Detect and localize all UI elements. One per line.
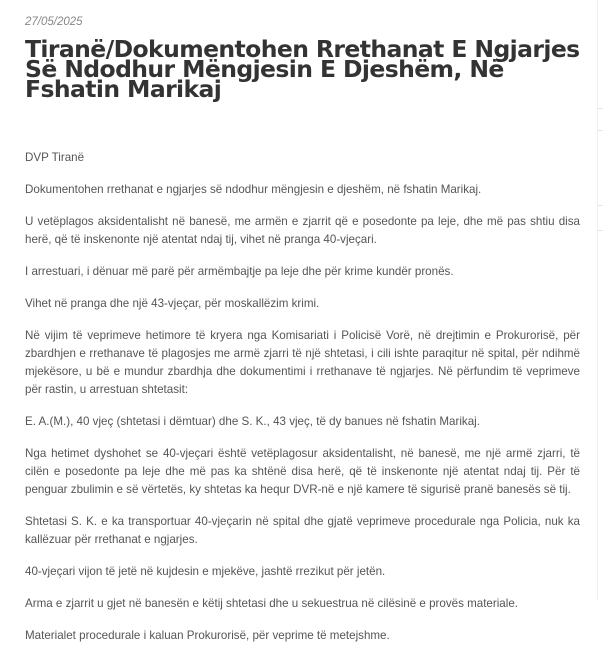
sidebar-divider — [597, 108, 603, 109]
sidebar-divider — [597, 130, 603, 131]
article-paragraph: 40-vjeçari vijon të jetë në kujdesin e mjekëve, jashtë rrezikut për jetën. — [25, 565, 386, 578]
article-paragraph: Shtetasi S. K. e ka transportuar 40-vjeçarin në spital dhe gjatë veprimeve procedurale nga Policia, nuk ka kallëzuar për rrethanat e ngjarjes. — [25, 515, 580, 546]
article-paragraph: Nga hetimet dyshohet se 40-vjeçari është vetëplagosur aksidentalisht, në banesë, me një armë zjarri, të cilën e posedonte pa leje dhe më pas ka shtënë disa herë, që të inskenonte një atentat ndaj tij. Për të penguar zbulimin e së vërtetës, ky shtetas ka hequr DVR-në e një kamere të sigurisë pranë banesës së tij. — [25, 447, 580, 496]
article-paragraph: Materialet procedurale i kaluan Prokurorisë, për veprime të metejshme. — [25, 629, 390, 642]
sidebar-divider — [597, 205, 603, 206]
article-paragraph: Në vijim të veprimeve hetimore të kryera nga Komisariati i Policisë Vorë, në drejtimin e Prokurorisë, për zbardhjen e rrethanave të plagosjes me armë zjarri të një shtetasi, i cili ishte paraqitur në spital, për ndihmë mjekësore, u bë e mundur zbardhja dhe dokumentimi i rrethanave të ngjarjes. Në përfundim të veprimeve për rastin, u arrestuan shtetasit: — [25, 329, 580, 396]
article — [25, 0, 580, 659]
article-paragraph: E. A.(M.), 40 vjeç (shtetasi i dëmtuar) dhe S. K., 43 vjeç, të dy banues në fshatin Marikaj. — [25, 415, 480, 428]
sidebar-edge — [597, 0, 603, 600]
article-date: 27/05/2025 — [25, 16, 83, 28]
article-paragraph: Vihet në pranga dhe një 43-vjeçar, për moskallëzim krimi. — [25, 297, 320, 310]
article-body — [25, 149, 580, 645]
article-title: Tiranë/Dokumentohen Rrethanat E Ngjarjes Së Ndodhur Mëngjesin E Djeshëm, Në Fshatin Marikaj — [25, 35, 580, 103]
article-paragraph: Dokumentohen rrethanat e ngjarjes së ndodhur mëngjesin e djeshëm, në fshatin Marikaj. — [25, 183, 482, 196]
article-paragraph: U vetëplagos aksidentalisht në banesë, me armën e zjarrit që e posedonte pa leje, dhe më pas shtiu disa herë, që të inskenonte një atentat ndaj tij, vihet në pranga 40-vjeçari. — [25, 215, 580, 246]
article-paragraph: DVP Tiranë — [25, 151, 85, 164]
sidebar-border — [597, 0, 598, 600]
article-paragraph: I arrestuari, i dënuar më parë për armëmbajtje pa leje dhe për krime kundër pronës. — [25, 265, 454, 278]
article-paragraph: Arma e zjarrit u gjet në banesën e këtij shtetasi dhe u sekuestrua në cilësinë e provës materiale. — [25, 597, 519, 610]
sidebar-divider — [597, 230, 603, 231]
